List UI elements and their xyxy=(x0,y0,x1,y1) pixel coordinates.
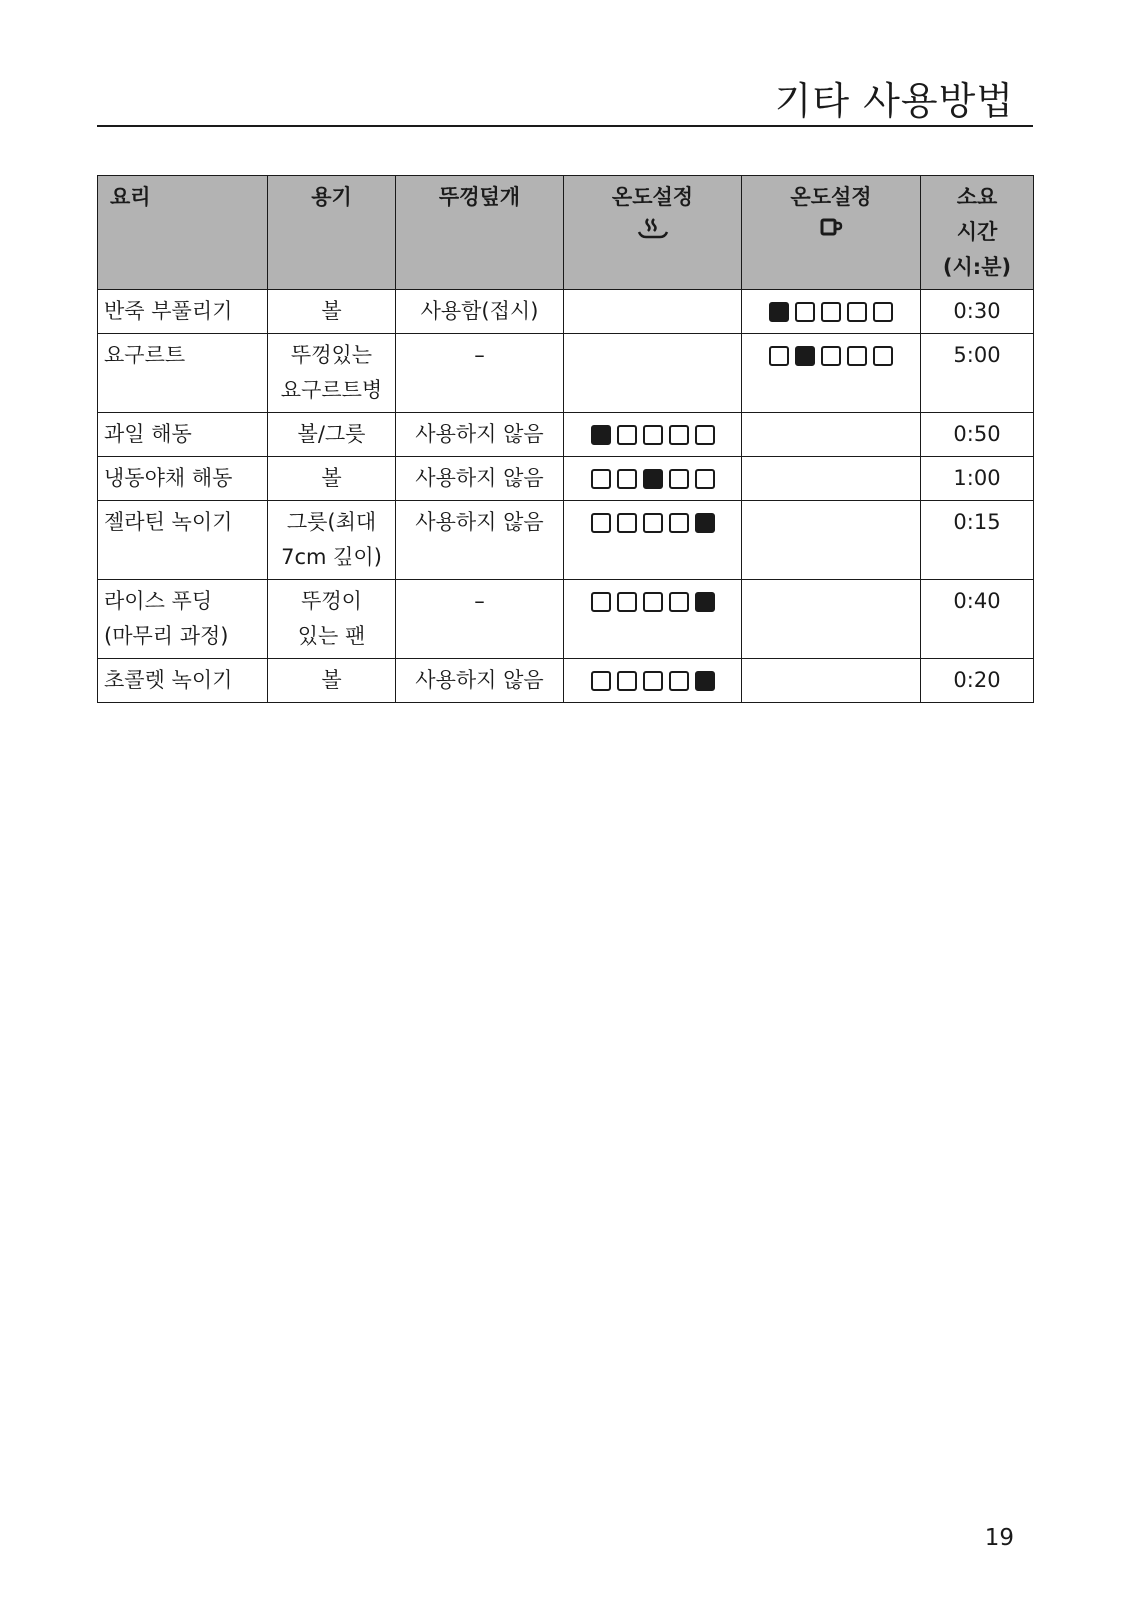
indicator-square-empty xyxy=(695,469,715,489)
indicator-square-filled xyxy=(769,302,789,322)
cell-container xyxy=(268,501,396,580)
cell-temp-steam xyxy=(564,413,742,457)
program-table xyxy=(97,175,1034,703)
cell-temp-cup xyxy=(742,659,921,703)
indicator-square-empty xyxy=(669,469,689,489)
cell-container-line: 볼/그릇 xyxy=(297,422,366,446)
table-row xyxy=(98,501,1034,580)
indicator-square-filled xyxy=(643,469,663,489)
indicator-square-filled xyxy=(591,425,611,445)
indicator-square-empty xyxy=(643,592,663,612)
cell-dish-line: 과일 해동 xyxy=(104,422,192,446)
cell-temp-steam xyxy=(564,659,742,703)
cell-lid: – xyxy=(396,580,564,659)
header-time-line1: 소요 xyxy=(956,185,998,209)
indicator-square-empty xyxy=(769,346,789,366)
cell-dish-line: 요구르트 xyxy=(104,343,186,367)
table-row xyxy=(98,580,1034,659)
cell-dish xyxy=(98,334,268,413)
indicator-square-empty xyxy=(591,592,611,612)
cell-container-line: 7cm 깊이) xyxy=(281,545,382,569)
indicator-square-empty xyxy=(873,302,893,322)
indicator-square-empty xyxy=(669,513,689,533)
table-row xyxy=(98,334,1034,413)
cell-dish xyxy=(98,413,268,457)
cell-container xyxy=(268,290,396,334)
cell-time: 0:30 xyxy=(921,290,1034,334)
indicator-square-empty xyxy=(821,346,841,366)
cell-container-line: 그릇(최대 xyxy=(286,510,377,534)
indicator-square-empty xyxy=(695,425,715,445)
cell-temp-steam xyxy=(564,334,742,413)
table-row xyxy=(98,290,1034,334)
cell-dish-line: (마무리 과정) xyxy=(104,624,229,648)
cell-container xyxy=(268,457,396,501)
cell-dish xyxy=(98,659,268,703)
cell-time: 1:00 xyxy=(921,457,1034,501)
header-temp-cup-label: 온도설정 xyxy=(790,185,872,209)
cell-temp-steam xyxy=(564,290,742,334)
cell-temp-cup xyxy=(742,501,921,580)
indicator-square-empty xyxy=(617,513,637,533)
cell-temp-steam xyxy=(564,501,742,580)
steam-plate-icon xyxy=(570,215,735,243)
indicator-square-empty xyxy=(669,671,689,691)
header-container: 용기 xyxy=(268,176,396,290)
indicator-square-filled xyxy=(695,671,715,691)
cell-temp-cup xyxy=(742,580,921,659)
cell-container xyxy=(268,659,396,703)
indicator-square-empty xyxy=(617,425,637,445)
indicator-square-empty xyxy=(591,671,611,691)
indicator-square-empty xyxy=(669,425,689,445)
cell-lid: 사용하지 않음 xyxy=(396,457,564,501)
indicator-square-empty xyxy=(873,346,893,366)
cell-dish-line: 반죽 부풀리기 xyxy=(104,299,233,323)
cell-dish-line: 라이스 푸딩 xyxy=(104,589,213,613)
header-lid: 뚜껑덮개 xyxy=(396,176,564,290)
page-title: 기타 사용방법 xyxy=(774,79,1014,123)
header-dish: 요리 xyxy=(98,176,268,290)
header-temp-steam-label: 온도설정 xyxy=(611,185,694,209)
cup-icon xyxy=(748,215,914,243)
cell-container-line: 있는 팬 xyxy=(297,624,366,648)
indicator-square-filled xyxy=(795,346,815,366)
cell-container-line: 요구르트병 xyxy=(280,378,383,402)
table-row xyxy=(98,413,1034,457)
cell-dish-line: 냉동야채 해동 xyxy=(104,466,233,490)
cell-time: 0:20 xyxy=(921,659,1034,703)
cell-lid: 사용하지 않음 xyxy=(396,501,564,580)
cell-dish xyxy=(98,290,268,334)
cell-container xyxy=(268,413,396,457)
title-divider xyxy=(97,125,1033,127)
cell-container-line: 볼 xyxy=(321,466,342,490)
cell-temp-cup xyxy=(742,290,921,334)
indicator-square-filled xyxy=(695,592,715,612)
cell-temp-steam xyxy=(564,580,742,659)
program-table-body xyxy=(98,290,1034,703)
indicator-square-empty xyxy=(847,346,867,366)
cell-temp-cup xyxy=(742,457,921,501)
indicator-square-empty xyxy=(643,671,663,691)
cell-lid: 사용함(접시) xyxy=(396,290,564,334)
indicator-square-empty xyxy=(669,592,689,612)
header-time-line2: 시간 xyxy=(956,220,998,244)
indicator-square-empty xyxy=(617,592,637,612)
indicator-square-empty xyxy=(643,513,663,533)
cell-time: 5:00 xyxy=(921,334,1034,413)
cell-time: 0:40 xyxy=(921,580,1034,659)
table-row xyxy=(98,457,1034,501)
indicator-square-empty xyxy=(821,302,841,322)
indicator-square-empty xyxy=(643,425,663,445)
cell-dish xyxy=(98,580,268,659)
cell-container-line: 뚜껑이 xyxy=(301,589,362,613)
cell-temp-cup xyxy=(742,413,921,457)
table-row xyxy=(98,659,1034,703)
cell-container xyxy=(268,334,396,413)
cell-lid: 사용하지 않음 xyxy=(396,413,564,457)
table-header-row xyxy=(98,176,1034,290)
cell-container xyxy=(268,580,396,659)
page-number: 19 xyxy=(984,1525,1014,1551)
cell-dish-line: 초콜렛 녹이기 xyxy=(104,668,233,692)
cell-lid: 사용하지 않음 xyxy=(396,659,564,703)
indicator-square-empty xyxy=(617,671,637,691)
indicator-square-empty xyxy=(617,469,637,489)
indicator-square-empty xyxy=(795,302,815,322)
cell-temp-steam xyxy=(564,457,742,501)
header-time-line3: (시:분) xyxy=(942,255,1012,279)
indicator-square-empty xyxy=(847,302,867,322)
cell-temp-cup xyxy=(742,334,921,413)
cell-time: 0:15 xyxy=(921,501,1034,580)
cell-dish-line: 젤라틴 녹이기 xyxy=(104,510,233,534)
indicator-square-empty xyxy=(591,469,611,489)
cell-container-line: 뚜껑있는 xyxy=(290,343,373,367)
indicator-square-empty xyxy=(591,513,611,533)
cell-container-line: 볼 xyxy=(321,299,342,323)
header-time xyxy=(921,176,1034,290)
indicator-square-filled xyxy=(695,513,715,533)
header-temp-cup xyxy=(742,176,921,290)
cell-time: 0:50 xyxy=(921,413,1034,457)
cell-lid: – xyxy=(396,334,564,413)
cell-dish xyxy=(98,457,268,501)
cell-container-line: 볼 xyxy=(321,668,342,692)
header-temp-steam xyxy=(564,176,742,290)
cell-dish xyxy=(98,501,268,580)
